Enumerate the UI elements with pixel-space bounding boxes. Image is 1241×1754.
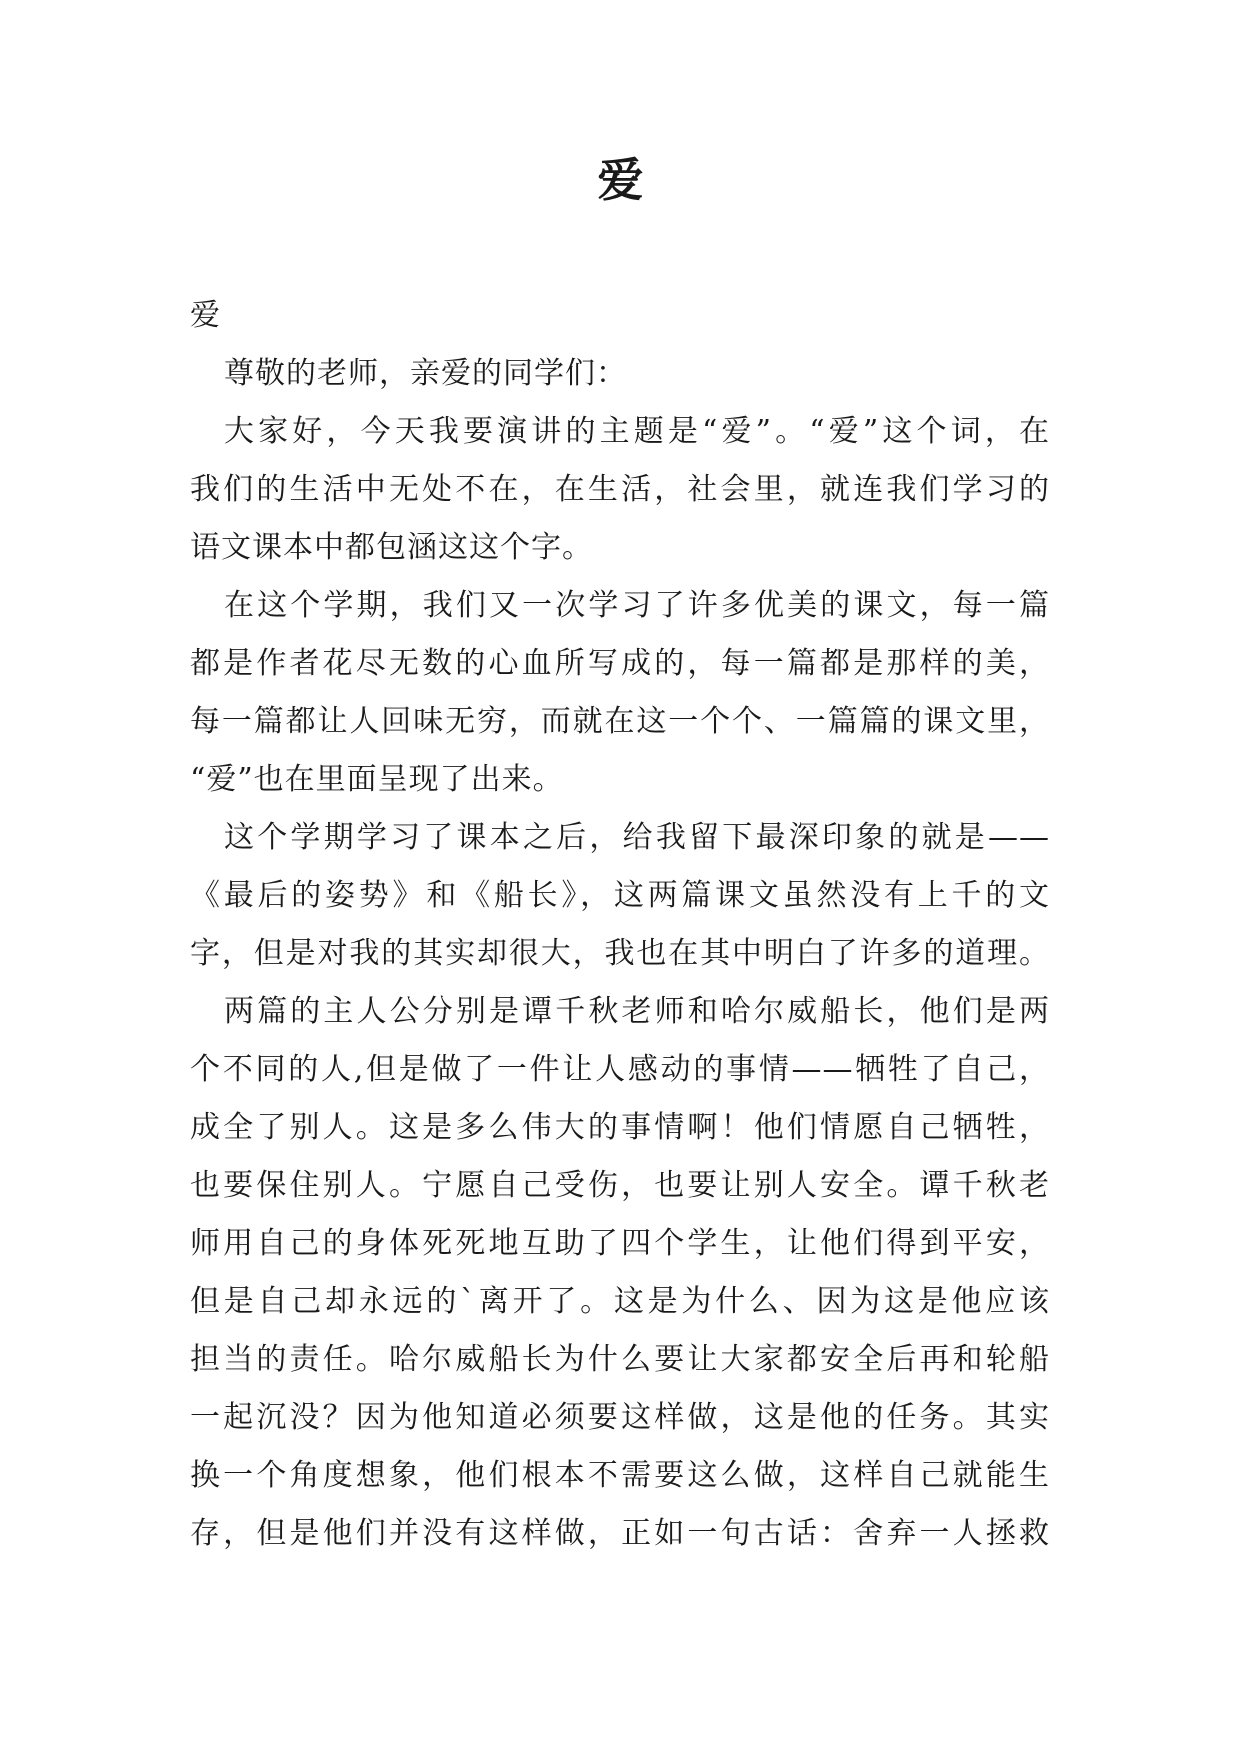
text-line: 大家好，今天我要演讲的主题是“爱”。“爱”这个词，在	[224, 414, 1050, 449]
text-line: 爱	[190, 298, 221, 333]
text-line: 每一篇都让人回味无穷，而就在这一个个、一篇篇的课文里，	[190, 704, 1050, 739]
text-line: 也要保住别人。宁愿自己受伤，也要让别人安全。谭千秋老	[190, 1168, 1050, 1203]
text-line: 我们的生活中无处不在，在生活，社会里，就连我们学习的	[190, 472, 1050, 507]
text-line: 在这个学期，我们又一次学习了许多优美的课文，每一篇	[224, 588, 1050, 623]
text-line: 个不同的人,但是做了一件让人感动的事情——牺牲了自己，	[190, 1052, 1050, 1087]
text-line: 两篇的主人公分别是谭千秋老师和哈尔威船长，他们是两	[224, 994, 1050, 1029]
text-line: 成全了别人。这是多么伟大的事情啊！他们情愿自己牺牲，	[190, 1110, 1050, 1145]
document-body	[190, 287, 1050, 1563]
text-line: 这个学期学习了课本之后，给我留下最深印象的就是——	[224, 820, 1050, 855]
text-line: “爱”也在里面呈现了出来。	[190, 762, 564, 797]
text-line: 字，但是对我的其实却很大，我也在其中明白了许多的道理。	[190, 936, 1050, 971]
text-line: 担当的责任。哈尔威船长为什么要让大家都安全后再和轮船	[190, 1342, 1050, 1377]
text-line: 《最后的姿势》和《船长》，这两篇课文虽然没有上千的文	[190, 878, 1050, 913]
text-line: 师用自己的身体死死地互助了四个学生，让他们得到平安，	[190, 1226, 1050, 1261]
text-line: 都是作者花尽无数的心血所写成的，每一篇都是那样的美，	[190, 646, 1050, 681]
text-line: 存，但是他们并没有这样做，正如一句古话：舍弃一人拯救	[190, 1516, 1050, 1551]
text-line: 尊敬的老师，亲爱的同学们：	[224, 356, 627, 391]
text-line: 语文课本中都包涵这这个字。	[190, 530, 593, 565]
document-title: 爱	[597, 153, 644, 207]
text-line: 但是自己却永远的`离开了。这是为什么、因为这是他应该	[190, 1284, 1050, 1319]
text-line: 一起沉没？因为他知道必须要这样做，这是他的任务。其实	[190, 1400, 1050, 1435]
text-line: 换一个角度想象，他们根本不需要这么做，这样自己就能生	[190, 1458, 1050, 1493]
